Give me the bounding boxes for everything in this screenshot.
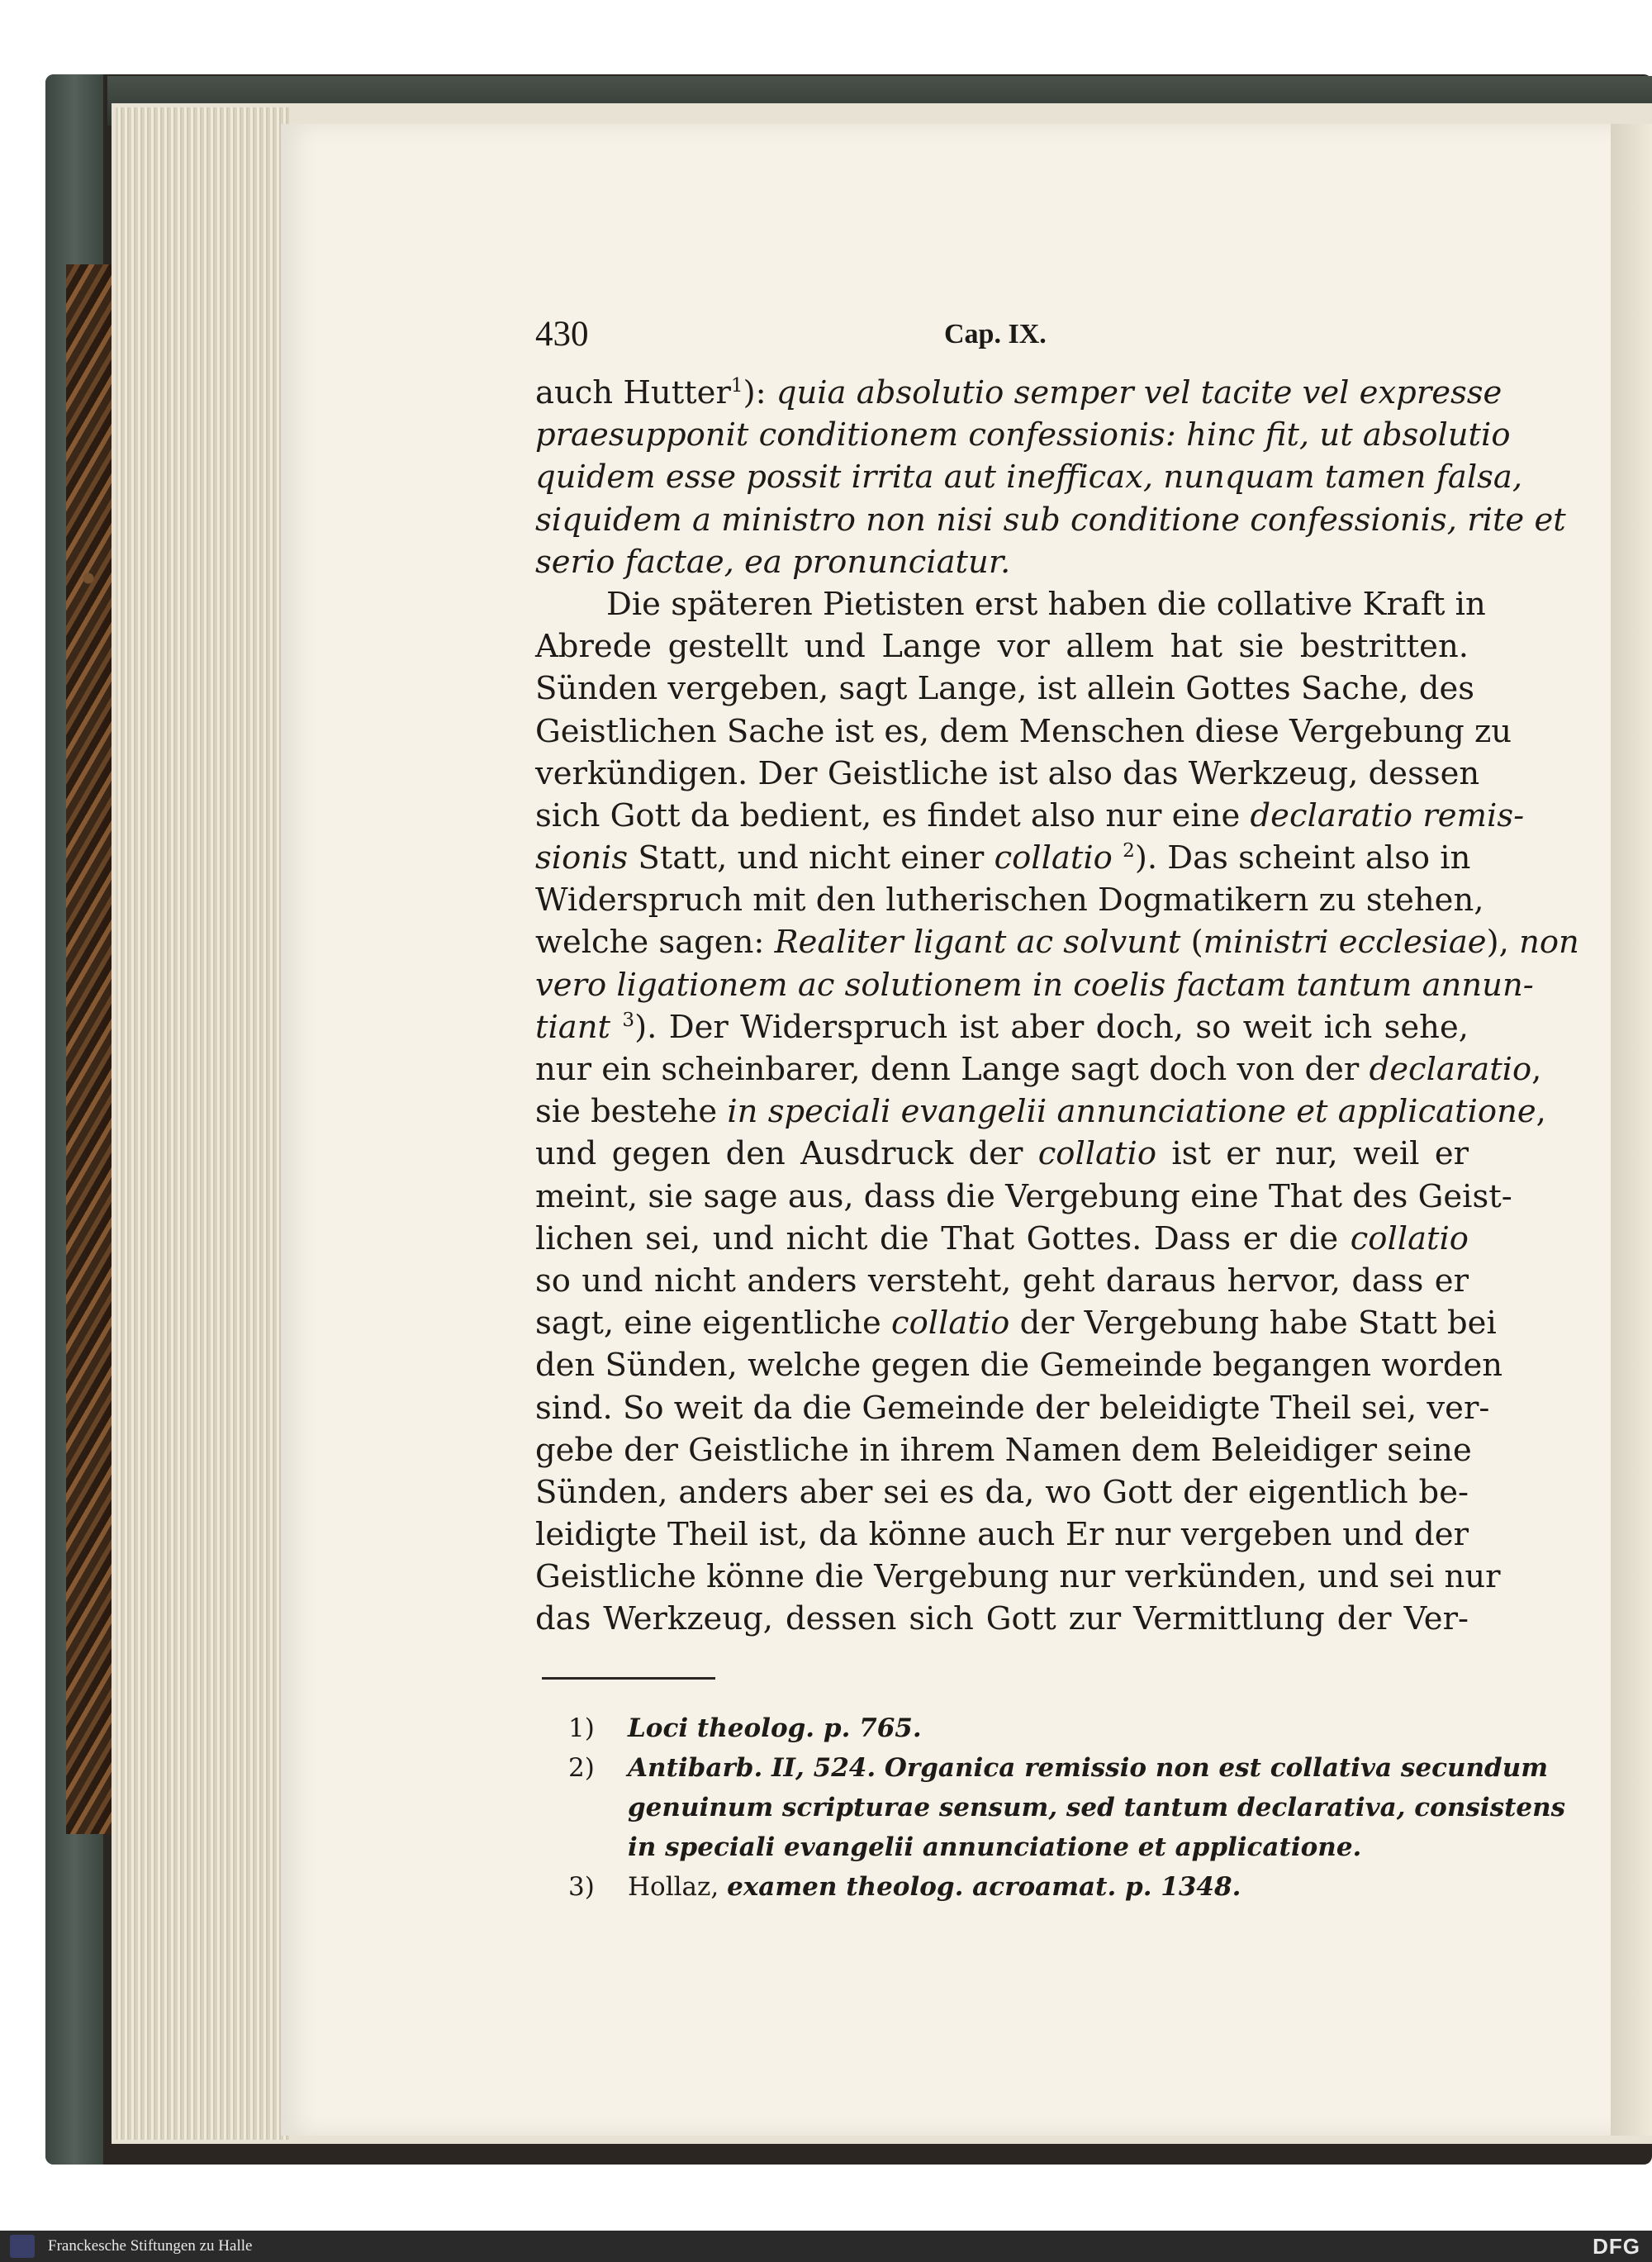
text-line [535,1218,1469,1260]
footer-bar [0,2231,1652,2262]
text-run: Die späteren Pietisten erst haben die collative Kraft in [606,585,1486,623]
text-line [535,456,1523,498]
text-line [535,1091,1546,1133]
footnote-line [568,1788,1566,1827]
text-run: leidigte Theil ist, da könne auch Er nur vergeben und der [535,1516,1469,1554]
italic-text: genuinum scripturae sensum, sed tantum declarativa, consistens [628,1793,1566,1822]
text-run: sagt, eine eigentliche [535,1304,892,1342]
text-line [535,1302,1497,1344]
dfg-badge: DFG [1593,2234,1640,2259]
page-number: 430 [535,315,589,354]
institution-logo-icon [10,2235,35,2258]
text-line [535,753,1480,795]
text-line [535,1429,1472,1471]
text-run: sie bestehe [535,1093,728,1131]
text-line [535,1176,1512,1218]
italic-text: vero ligationem ac solutionem in coelis factam tantum annun- [535,966,1534,1004]
text-run: ): [743,374,776,411]
italic-text: non [1519,924,1579,962]
footnote-marker: 1) [568,1713,595,1743]
text-line [535,1048,1542,1091]
italic-text: sionis [535,839,629,877]
text-line [535,499,1566,541]
footnote-line [568,1867,1469,1907]
italic-text: in speciali evangelii annunciatione et applicatione [727,1093,1536,1131]
text-line [535,541,1469,583]
text-line [535,1260,1469,1302]
italic-text: Realiter ligant ac solvunt [774,924,1181,962]
text-line [535,1556,1501,1598]
text-run: ), [1486,924,1520,962]
text-run: verkündigen. Der Geistliche ist also das Werkzeug, dessen [535,754,1480,792]
text-line [535,1598,1469,1640]
footnote-marker: 2) [568,1753,595,1783]
italic-text: collatio [891,1304,1010,1342]
text-run: Statt, und nicht einer [628,839,995,877]
institution-label: Franckesche Stiftungen zu Halle [48,2237,253,2255]
text-line [535,583,1486,625]
text-line [535,964,1534,1006]
facing-page-edge [1611,124,1652,2136]
text-run: Widerspruch mit den lutherischen Dogmatikern zu stehen, [535,882,1484,920]
italic-text: quidem esse possit irrita aut inefficax, nunquam tamen falsa, [535,459,1523,497]
text-line [535,414,1511,456]
text-run: sind. So weit da die Gemeinde der beleidigte Theil sei, ver- [535,1389,1490,1427]
text-run: und gegen den Ausdruck der [535,1135,1038,1173]
text-run: nur ein scheinbarer, denn Lange sagt doch von der [535,1051,1370,1088]
italic-text: declaratio [1369,1051,1532,1088]
text-line [535,1006,1469,1048]
text-run: sich Gott da bedient, es findet also nur eine [535,796,1251,834]
italic-text: in speciali evangelii annunciatione et applicatione. [628,1832,1362,1862]
text-run: das Werkzeug, dessen sich Gott zur Vermittlung der Ver- [535,1600,1469,1638]
text-run: ist er nur, weil er [1156,1135,1469,1173]
italic-text: collatio [1037,1135,1157,1173]
text-line [535,1344,1503,1386]
text-run: ( [1180,924,1203,962]
footnote-line [568,1708,1469,1748]
body-text [535,372,1579,1641]
text-run: Sünden vergeben, sagt Lange, ist allein Gottes Sache, des [535,670,1475,708]
italic-text: examen theolog. acroamat. p. 1348. [727,1872,1241,1902]
text-run: den Sünden, welche gegen die Gemeinde begangen worden [535,1347,1503,1385]
italic-text: siquidem a ministro non nisi sub conditione confessionis, rite et [535,501,1566,539]
italic-text: collatio [994,839,1113,877]
text-line [535,921,1579,963]
text-run: , [1531,1051,1542,1088]
footnote-marker: 3) [568,1872,595,1902]
footnote-reference: 1 [730,375,743,397]
text-run: , [1536,1093,1546,1131]
text-run: ). Das scheint also in [1134,839,1471,877]
text-run: Abrede gestellt und Lange vor allem hat sie bestritten. [535,628,1469,666]
text-run [610,1009,622,1046]
text-run: der Vergebung habe Statt bei [1009,1304,1497,1342]
text-line [535,668,1475,710]
text-line [535,710,1512,753]
text-line [535,1387,1490,1429]
text-run: gebe der Geistliche in ihrem Namen dem Beleidiger seine [535,1431,1472,1469]
footnote-line [568,1748,1549,1788]
italic-text: praesupponit conditionem confessionis: hinc fit, ut absolutio [535,416,1511,454]
page-header [535,314,1477,364]
footnote-reference: 3 [622,1009,635,1031]
italic-text: collatio [1350,1219,1469,1257]
footnote-line [568,1827,1469,1867]
text-run: Geistliche könne die Vergebung nur verkünden, und sei nur [535,1558,1501,1596]
text-line [535,795,1525,837]
text-run: auch Hutter [535,374,731,411]
text-line [535,879,1484,921]
footnote-reference: 2 [1123,840,1135,863]
italic-text: Antibarb. II, 524. Organica remissio non est collativa secundum [628,1753,1549,1783]
text-run: lichen sei, und nicht die That Gottes. Dass er die [535,1219,1351,1257]
text-run: Sünden, anders aber sei es da, wo Gott der eigentlich be- [535,1473,1469,1511]
text-line [535,625,1469,668]
text-line [535,1471,1469,1514]
italic-text: serio factae, ea pronunciatur. [535,543,1011,581]
text-line [535,1133,1469,1175]
text-run: Geistlichen Sache ist es, dem Menschen diese Vergebung zu [535,712,1512,750]
text-run: welche sagen: [535,924,775,962]
running-head: Cap. IX. [944,319,1047,349]
italic-text: declaratio remis- [1250,796,1525,834]
text-run [1113,839,1123,877]
italic-text: quia absolutio semper vel tacite vel expresse [776,374,1502,411]
italic-text: ministri ecclesiae [1203,924,1487,962]
page-edges [116,107,289,2140]
text-run: Hollaz, [628,1872,728,1902]
text-run: so und nicht anders versteht, geht daraus hervor, dass er [535,1262,1469,1300]
italic-text: tiant [535,1008,611,1046]
footnote-rule [542,1677,715,1680]
text-run: ). Der Widerspruch ist aber doch, so weit ich sehe, [634,1008,1469,1046]
text-line [535,837,1469,879]
text-line [535,1514,1469,1556]
text-line [535,372,1502,414]
italic-text: Loci theolog. p. 765. [628,1713,922,1743]
footnotes [568,1708,1566,1907]
text-run: meint, sie sage aus, dass die Vergebung eine That des Geist- [535,1177,1512,1215]
